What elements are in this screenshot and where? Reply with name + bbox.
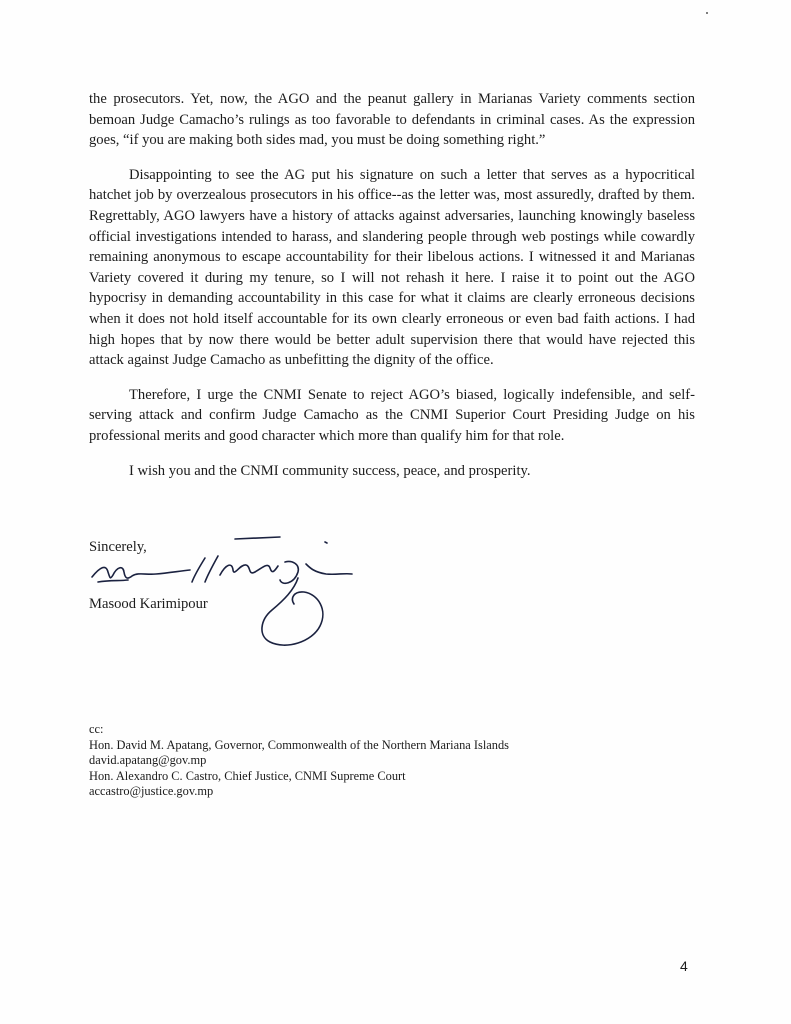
cc-list bbox=[89, 722, 509, 800]
cc-recipient-2: Hon. Alexandro C. Castro, Chief Justice, CNMI Supreme Court bbox=[89, 768, 406, 783]
page-number: 4 bbox=[680, 958, 688, 974]
cc-label: cc: bbox=[89, 722, 104, 736]
cc-email-1: david.apatang@gov.mp bbox=[89, 753, 207, 768]
paragraph-4: I wish you and the CNMI community success, peace, and prosperity. bbox=[129, 462, 531, 479]
cc-email-2: accastro@justice.gov.mp bbox=[89, 784, 214, 799]
paragraph-1: the prosecutors. Yet, now, the AGO and the peanut gallery in Marianas Variety comments section bemoan Judge Camacho’s rulings as too favorable to defendants in criminal cases. As the expression goes, “if you are making both sides mad, you must be doing something right.” bbox=[89, 91, 695, 149]
signer-name: Masood Karimipour bbox=[89, 596, 208, 612]
letter-body bbox=[89, 89, 695, 495]
paragraph-3: Therefore, I urge the CNMI Senate to reject AGO’s biased, logically indefensible, and self-serving attack and confirm Judge Camacho as the CNMI Superior Court Presiding Judge on his professional merits and good character which more than qualify him for that role. bbox=[89, 386, 695, 444]
closing-salutation: Sincerely, bbox=[89, 539, 147, 555]
paragraph-2: Disappointing to see the AG put his signature on such a letter that serves as a hypocritical hatchet job by overzealous prosecutors in his office--as the letter was, most assuredly, drafted by them. Regrettably, AGO lawyers have a history of attacks against adversaries, launching knowingly baseless official investigations intended to harass, and slandering people through web postings while cowardly remaining anonymous to escape accountability for their libelous actions. I witnessed it and Marianas Variety covered it during my tenure, so I will not rehash it here. I raise it to point out the AGO hypocrisy in demanding accountability in this case for what it claims are clearly erroneous decisions when it does not hold itself accountable for its own clearly erroneous or even bad faith actions. I had high hopes that by now there would be better adult supervision there that would have rejected this attack against Judge Camacho as unbefitting the dignity of the office. bbox=[89, 166, 695, 369]
scan-speck bbox=[706, 12, 708, 14]
cc-recipient-1: Hon. David M. Apatang, Governor, Commonwealth of the Northern Mariana Islands bbox=[89, 737, 510, 752]
signature-icon bbox=[80, 520, 360, 660]
